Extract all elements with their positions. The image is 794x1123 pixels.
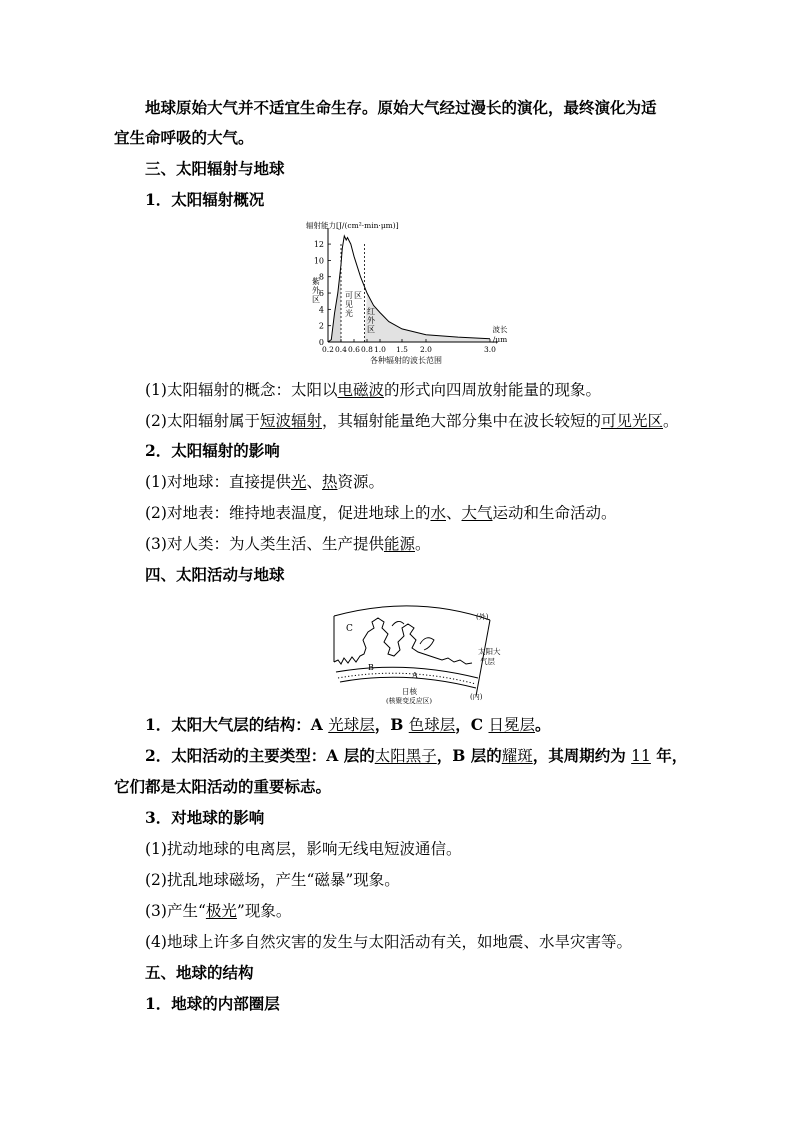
label-layer-a: A [412,671,418,680]
y-tick-label: 6 [318,289,324,299]
structure-sep-1: ，B [374,715,409,734]
structure-line-text: 1．太阳大气层的结构：A [145,715,329,734]
y-tick-label: 8 [318,272,324,282]
impact-item-3 [145,901,291,921]
label-inner: (内) [470,693,483,701]
section-3-subtitle-2: 2．太阳辐射的影响 [145,441,280,460]
region-label-char: 区 [354,291,362,300]
outer-boundary-line [334,606,490,620]
radiation-item-2-text-mid: ，其辐射能量绝大部分集中在波长较短的 [321,412,601,430]
x-axis-unit: /μm [492,335,508,344]
effect-item-1-text-end: 资源。 [337,473,385,491]
effect-item-3-text-end: 。 [414,535,431,553]
radiation-item-1 [145,380,601,400]
x-tick-label: 0.8 [361,345,373,354]
chromosphere-boundary [334,618,472,664]
effect-item-2-answer-2: 大气 [461,504,493,522]
region-label-char: 外 [367,316,375,325]
region-label-char: 可 [345,291,353,300]
radiation-item-2-answer-2: 可见光区 [601,412,664,430]
section-5-title: 五、地球的结构 [145,963,254,982]
structure-line-end: 。 [535,715,551,734]
activity-answer-flares: 耀斑 [501,747,533,765]
prominence-loop [420,638,434,650]
label-core-sub: (核聚变反应区) [386,697,433,705]
effect-item-3-answer: 能源 [383,535,415,553]
impact-item-3-text-end: ”现象。 [236,902,292,920]
effect-item-1-sep: 、 [306,473,322,491]
activity-sep-1: ，B 层的 [436,746,502,765]
effect-item-2-text: (2)对地表：维持地表温度，促进地球上的 [145,504,431,522]
radiation-curve [328,236,490,342]
x-tick-label: 3.0 [484,345,496,354]
y-axis-label: 辐射能力[J/(cm²·min·μm)] [306,221,399,230]
activity-types-text: 2．太阳活动的主要类型：A 层的 [145,746,375,765]
uv-region-fill [328,265,341,343]
chart-title: 各种辐射的波长范围 [370,356,442,365]
radiation-item-2-text: (2)太阳辐射属于 [145,412,260,430]
activity-sep-2: ，其周期约为 [532,746,632,765]
label-layer-b: B [368,663,374,672]
y-tick-label: 10 [313,256,324,266]
effect-item-3-text: (3)对人类：为人类生活、生产提供 [145,535,384,553]
radiation-item-1-answer: 电磁波 [337,381,384,399]
sun-atmosphere-diagram [330,598,501,705]
radiation-item-2-answer-1: 短波辐射 [259,412,322,430]
effect-item-2 [145,503,617,523]
region-label-char: 光 [345,309,353,318]
radiation-item-1-text: (1)太阳辐射的概念：太阳以 [145,381,338,399]
label-solar-atmosphere-1: 太阳大 [478,647,501,656]
photosphere-dotted-line [338,673,476,684]
effect-item-2-answer-1: 水 [430,504,446,522]
activity-types-line-2: 它们都是太阳活动的重要标志。 [114,777,332,796]
activity-types-line-1 [145,746,687,766]
structure-answer-b: 色球层 [408,716,456,734]
section-4-subtitle-3: 3．对地球的影响 [145,808,265,827]
y-tick-label: 12 [313,240,324,250]
section-3-title: 三、太阳辐射与地球 [145,159,285,178]
impact-item-2: (2)扰乱地球磁场，产生“磁暴”现象。 [145,871,400,889]
label-outer: (外) [476,613,489,621]
radiation-item-2-text-end: 。 [663,412,679,430]
y-tick-label: 4 [318,305,324,315]
solar-radiation-chart [300,218,512,368]
structure-answer-c: 日冕层 [488,716,535,734]
label-core: 日核 [402,687,417,696]
region-label-char: 区 [312,295,320,304]
effect-item-2-sep: 、 [445,504,462,522]
x-tick-label: 2.0 [420,345,432,354]
structure-answer-a: 光球层 [328,716,375,734]
activity-answer-cycle: 11 [631,747,651,765]
impact-item-4: (4)地球上许多自然灾害的发生与太阳活动有关，如地震、水旱灾害等。 [145,933,632,951]
section-4-title: 四、太阳活动与地球 [145,565,285,584]
structure-sep-2: ，C [455,715,489,734]
intro-line-1: 地球原始大气并不适宜生命生存。原始大气经过漫长的演化，最终演化为适 [145,98,657,117]
region-label-char: 区 [367,325,375,334]
effect-item-1-answer-2: 热 [322,473,338,491]
region-label-char: 紫 [312,277,320,286]
structure-line [145,715,551,735]
photosphere-top-line [336,667,478,678]
region-label-char: 红 [367,307,375,316]
region-label-char: 见 [345,300,353,309]
activity-line-end: 年， [650,746,688,765]
label-solar-atmosphere-2: 气层 [480,657,495,666]
x-axis-label: 波长 [492,325,508,334]
effect-item-1-text: (1)对地球：直接提供 [145,473,291,491]
region-label-char: 外 [312,286,320,295]
intro-line-2: 宜生命呼吸的大气。 [114,128,254,147]
section-5-subtitle-1: 1．地球的内部圈层 [145,994,280,1013]
x-tick-label: 1.5 [396,345,408,354]
y-tick-label: 2 [318,321,324,331]
y-tick-label: 0 [318,338,324,347]
effect-item-2-text-end: 运动和生命活动。 [492,504,617,522]
activity-answer-sunspots: 太阳黑子 [374,747,437,765]
effect-item-3 [145,534,431,554]
label-layer-c: C [346,624,353,634]
radiation-item-1-text-end: 的形式向四周放射能量的现象。 [383,381,601,399]
section-3-subtitle-1: 1．太阳辐射概况 [145,190,265,209]
x-tick-label: 0.6 [348,345,360,354]
radiation-item-2 [145,411,679,431]
impact-item-3-text: (3)产生“ [145,902,206,920]
x-tick-label: 0.4 [335,345,347,354]
effect-item-1-answer-1: 光 [290,473,307,491]
effect-item-1 [145,472,384,492]
impact-item-3-answer: 极光 [205,902,237,920]
prominence-arc [392,621,404,626]
sun-atmosphere-svg [330,598,501,705]
x-tick-label: 1.0 [374,345,386,354]
solar-radiation-chart-svg [300,218,512,368]
impact-item-1: (1)扰动地球的电离层，影响无线电短波通信。 [145,840,462,858]
x-tick-label: 0.2 [322,345,334,354]
